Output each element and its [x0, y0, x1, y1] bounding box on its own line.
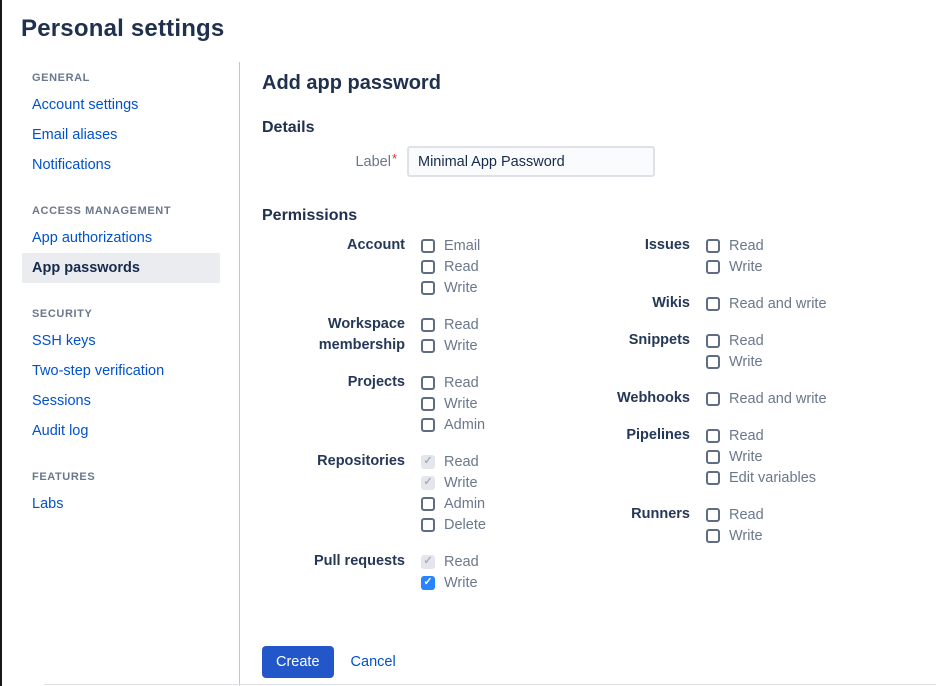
label-input[interactable]	[407, 146, 655, 177]
checkbox[interactable]	[421, 576, 435, 590]
checkbox	[421, 555, 435, 569]
sidebar-section-heading: SECURITY	[32, 308, 93, 320]
permission-group-label: Runners	[631, 506, 690, 522]
permission-option-label: Admin	[444, 495, 486, 512]
sidebar-item-labs[interactable]: Labs	[32, 496, 64, 512]
label-field-row	[262, 146, 936, 177]
permission-group-label: Account	[347, 237, 405, 253]
permission-group-issues	[607, 235, 936, 277]
permission-option-workspace-write[interactable]	[421, 335, 479, 356]
checkbox[interactable]	[706, 450, 720, 464]
permission-option-label: Read	[729, 506, 764, 523]
checkbox[interactable]	[706, 429, 720, 443]
checkbox[interactable]	[706, 392, 720, 406]
permission-option-account-email[interactable]	[421, 235, 480, 256]
permission-option-label: Write	[729, 448, 763, 465]
permission-group-repositories	[262, 451, 607, 535]
permission-option-label: Write	[444, 395, 478, 412]
permission-group-label: Webhooks	[616, 390, 690, 406]
permission-option-repositories-delete[interactable]	[421, 514, 486, 535]
permission-option-projects-admin[interactable]	[421, 414, 485, 435]
checkbox[interactable]	[421, 239, 435, 253]
permission-group-label: Wikis	[652, 295, 690, 311]
permission-option-label: Write	[729, 258, 763, 275]
permission-option-label: Read	[729, 427, 764, 444]
create-button[interactable]: Create	[262, 646, 334, 678]
permission-option-label: Read	[444, 553, 479, 570]
checkbox[interactable]	[706, 529, 720, 543]
sidebar-item-two-step-verification[interactable]: Two-step verification	[32, 363, 165, 379]
sidebar-section-heading: ACCESS MANAGEMENT	[32, 205, 172, 217]
sidebar-item-app-authorizations[interactable]: App authorizations	[32, 230, 153, 246]
permission-option-label: Read and write	[729, 295, 827, 312]
permission-option-label: Read	[444, 258, 479, 275]
permission-group-pipelines	[607, 425, 936, 488]
permission-option-pull-requests-write[interactable]	[421, 572, 479, 593]
permission-option-pipelines-write[interactable]	[706, 446, 816, 467]
checkbox	[421, 455, 435, 469]
checkbox[interactable]	[421, 318, 435, 332]
settings-sidebar	[0, 62, 240, 686]
page-title: Personal settings	[21, 15, 225, 42]
permission-group-projects	[262, 372, 607, 435]
permission-option-account-write[interactable]	[421, 277, 480, 298]
permission-group-label: Repositories	[317, 453, 405, 469]
checkbox[interactable]	[421, 397, 435, 411]
add-app-password-panel	[240, 62, 936, 686]
permission-group-pull-requests	[262, 551, 607, 593]
sidebar-section-heading: FEATURES	[32, 471, 96, 483]
checkbox[interactable]	[706, 508, 720, 522]
permission-option-label: Read	[729, 332, 764, 349]
permission-option-label: Email	[444, 237, 481, 254]
permission-option-label: Write	[729, 353, 763, 370]
sidebar-section-security	[32, 307, 239, 446]
permission-option-workspace-read[interactable]	[421, 314, 479, 335]
window-left-edge	[0, 0, 2, 686]
sidebar-section-heading: GENERAL	[32, 72, 90, 84]
permission-option-webhooks-read-and-write[interactable]	[706, 388, 827, 409]
checkbox[interactable]	[706, 471, 720, 485]
page-bottom-border	[44, 684, 936, 685]
required-asterisk: *	[391, 150, 397, 166]
permission-option-label: Write	[444, 474, 478, 491]
permission-group-label: Issues	[644, 237, 690, 253]
permission-option-label: Write	[444, 574, 478, 591]
permission-group-label: Workspace membership	[318, 316, 405, 353]
sidebar-item-account-settings[interactable]: Account settings	[32, 97, 139, 113]
permission-option-repositories-write	[421, 472, 486, 493]
checkbox[interactable]	[706, 334, 720, 348]
sidebar-section-general	[32, 71, 239, 180]
permission-group-snippets	[607, 330, 936, 372]
checkbox[interactable]	[706, 297, 720, 311]
checkbox[interactable]	[421, 260, 435, 274]
permission-group-label: Pipelines	[626, 427, 690, 443]
permission-option-runners-write[interactable]	[706, 525, 764, 546]
checkbox[interactable]	[706, 239, 720, 253]
permission-option-issues-read[interactable]	[706, 235, 764, 256]
form-actions	[262, 646, 936, 678]
permission-option-repositories-read	[421, 451, 486, 472]
settings-layout	[0, 62, 936, 686]
permission-option-projects-read[interactable]	[421, 372, 485, 393]
permission-group-webhooks	[607, 388, 936, 409]
permission-option-snippets-read[interactable]	[706, 330, 764, 351]
permission-option-label: Admin	[444, 416, 486, 433]
permission-option-pipelines-edit-variables[interactable]	[706, 467, 816, 488]
permissions-columns	[262, 235, 936, 609]
sidebar-item-email-aliases[interactable]: Email aliases	[32, 127, 118, 143]
permission-option-label: Read	[729, 237, 764, 254]
permission-group-wikis	[607, 293, 936, 314]
permission-group-label: Pull requests	[313, 553, 405, 569]
checkbox[interactable]	[421, 339, 435, 353]
checkbox[interactable]	[421, 518, 435, 532]
checkbox[interactable]	[706, 355, 720, 369]
permission-option-label: Write	[444, 279, 478, 296]
permissions-heading: Permissions	[262, 207, 358, 224]
checkbox[interactable]	[421, 376, 435, 390]
permissions-column-right	[607, 235, 936, 609]
permission-group-workspace-membership	[262, 314, 607, 356]
permission-option-label: Edit variables	[729, 469, 817, 486]
permission-option-repositories-admin[interactable]	[421, 493, 486, 514]
permission-group-label: Projects	[347, 374, 405, 390]
checkbox	[421, 476, 435, 490]
permission-option-runners-read[interactable]	[706, 504, 764, 525]
permission-option-label: Read and write	[729, 390, 827, 407]
permission-option-wikis-read-and-write[interactable]	[706, 293, 827, 314]
sidebar-item-app-passwords[interactable]: App passwords	[22, 253, 220, 283]
permission-group-runners	[607, 504, 936, 546]
sidebar-section-features	[32, 470, 239, 519]
details-heading: Details	[262, 119, 315, 136]
sidebar-item-sessions[interactable]: Sessions	[32, 393, 91, 409]
sidebar-item-audit-log[interactable]: Audit log	[32, 423, 89, 439]
sidebar-section-access-management	[32, 204, 239, 283]
checkbox[interactable]	[421, 418, 435, 432]
checkbox[interactable]	[706, 260, 720, 274]
permission-option-label: Write	[729, 527, 763, 544]
permission-option-snippets-write[interactable]	[706, 351, 764, 372]
permission-option-issues-write[interactable]	[706, 256, 764, 277]
sidebar-item-ssh-keys[interactable]: SSH keys	[32, 333, 96, 349]
permission-group-label: Snippets	[628, 332, 690, 348]
permission-option-label: Read	[444, 316, 479, 333]
label-field-label: Label*	[355, 150, 397, 170]
cancel-button[interactable]: Cancel	[350, 654, 396, 670]
permission-option-pipelines-read[interactable]	[706, 425, 816, 446]
permissions-column-left	[262, 235, 607, 609]
panel-title: Add app password	[262, 72, 441, 94]
permission-option-label: Write	[444, 337, 478, 354]
permission-option-label: Read	[444, 374, 479, 391]
permission-option-label: Read	[444, 453, 479, 470]
checkbox[interactable]	[421, 281, 435, 295]
permission-option-account-read[interactable]	[421, 256, 480, 277]
permission-option-label: Delete	[444, 516, 486, 533]
permission-option-pull-requests-read	[421, 551, 479, 572]
permission-option-projects-write[interactable]	[421, 393, 485, 414]
sidebar-item-notifications[interactable]: Notifications	[32, 157, 111, 173]
checkbox[interactable]	[421, 497, 435, 511]
permission-group-account	[262, 235, 607, 298]
